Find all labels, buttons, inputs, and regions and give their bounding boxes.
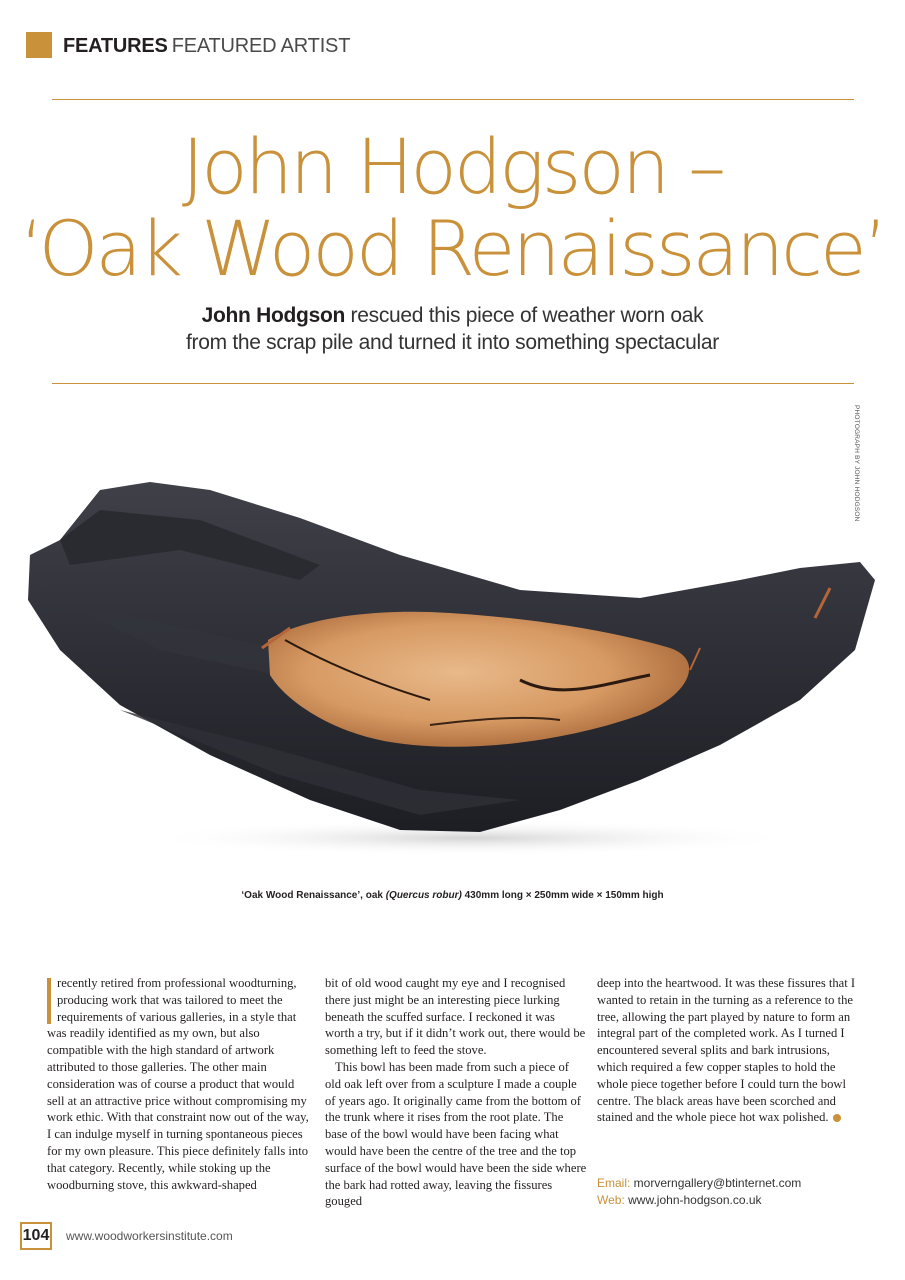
standfirst-rule [52, 383, 854, 384]
bowl-illustration [0, 470, 905, 870]
standfirst [0, 302, 905, 356]
web-link[interactable]: www.john-hodgson.co.uk [624, 1193, 762, 1207]
top-rule [52, 99, 854, 100]
standfirst-author: John Hodgson [201, 304, 346, 327]
subsection-name: FEATURED ARTIST [171, 35, 351, 57]
body-column-2 [325, 975, 587, 1210]
body-paragraph: bit of old wood caught my eye and I recognised there just might be an interesting piece lurking beneath the scuffed surface. I reckoned it was worth a try, but if it didn’t work out, there would be something left to feed the stove. [325, 976, 586, 1058]
body-paragraph-final [597, 975, 859, 1126]
caption-dimensions: 430mm long × 250mm wide × 150mm high [461, 890, 664, 901]
footer-url[interactable]: www.woodworkersinstitute.com [66, 1229, 233, 1243]
section-name: FEATURES [63, 35, 168, 57]
caption-species: (Quercus robur) [385, 890, 462, 901]
email-link[interactable]: morverngallery@btinternet.com [630, 1176, 802, 1190]
email-label: Email: [597, 1176, 631, 1190]
contact-web [597, 1193, 887, 1207]
page-number: 104 [20, 1222, 52, 1250]
standfirst-line-2: from the scrap pile and turned it into something spectacular [186, 331, 719, 354]
caption-title: ‘Oak Wood Renaissance’, oak [241, 890, 386, 901]
headline-line-1: John Hodgson – [181, 122, 724, 211]
body-paragraph-text: deep into the heartwood. It was these fissures that I wanted to retain in the turning as a reference to the tree, allowing the part played by nature to form an integral part of the completed work. As I turned I encountered several splits and bark intrusions, which required a few copper staples to hold the whole piece together before I could turn the bowl centre. The black areas have been scorched and stained and the whole piece hot wax polished. [597, 976, 856, 1125]
end-mark-icon [833, 1114, 841, 1122]
section-label [63, 34, 350, 58]
section-color-block [26, 32, 52, 58]
bowl-photograph [0, 470, 905, 870]
web-label: Web: [597, 1193, 625, 1207]
body-paragraph: recently retired from professional woodturning, producing work that was tailored to meet the requirements of various galleries, in a style that was readily identified as my own, but also compatible with the high standard of artwork attributed to those galleries. The other main consideration was of course a product that would sell at an attractive price without compromising my work ethic. With that constraint now out of the way, I can indulge myself in turning spontaneous pieces for my own pleasure. This piece definitely falls into that category. Recently, while stoking up the woodburning stove, this awkward-shaped [47, 976, 309, 1192]
drop-cap-bar [47, 978, 51, 1024]
photo-caption [0, 890, 905, 901]
headline-line-2: ‘Oak Wood Renaissance’ [20, 204, 885, 293]
contact-email [597, 1176, 887, 1190]
standfirst-line-1: rescued this piece of weather worn oak [345, 304, 704, 327]
body-paragraph: This bowl has been made from such a piece of old oak left over from a sculpture I made a couple of years ago. It originally came from the bottom of the trunk where it rises from the root plate. The base of the bowl would have been facing what would have been the centre of the tree and the top surface of the bowl would have been the side where the bark had rotted away, leaving the fissures gouged [325, 1059, 587, 1209]
body-column-1 [47, 975, 309, 1193]
photo-credit: PHOTOGRAPH BY JOHN HODGSON [853, 405, 860, 522]
body-column-3 [597, 975, 859, 1126]
